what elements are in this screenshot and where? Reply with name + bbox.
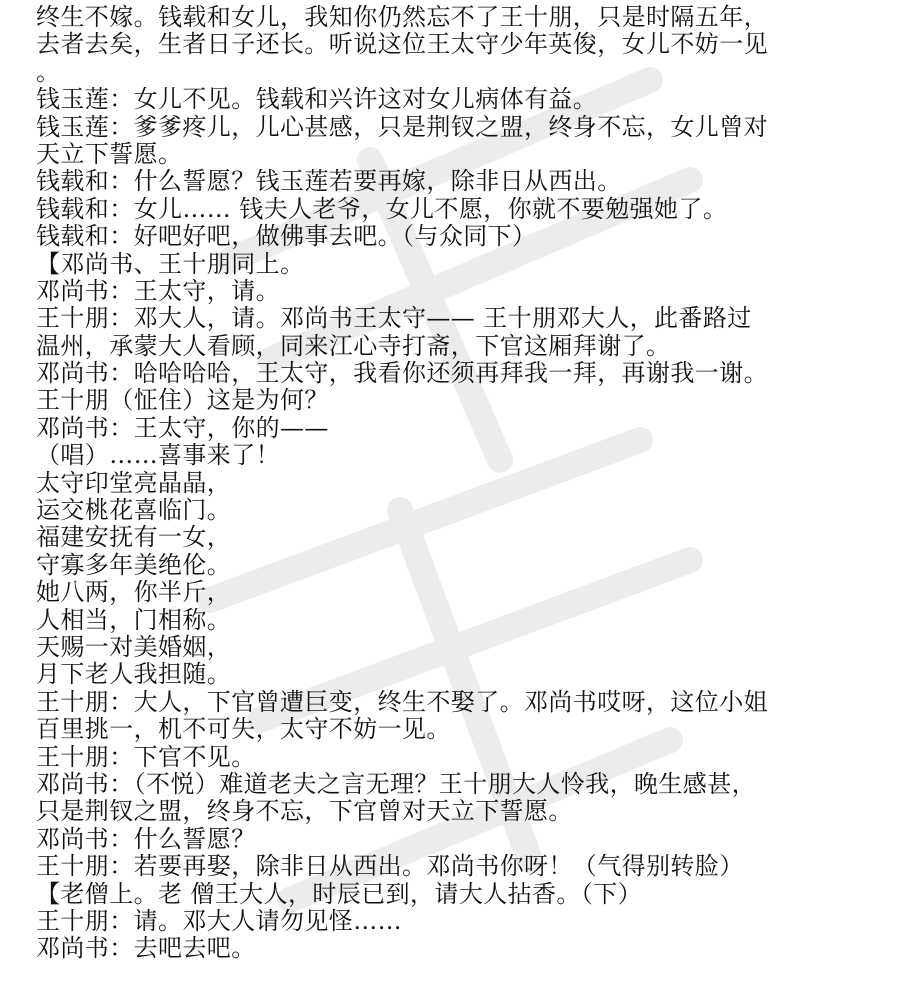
text-line: 王十朋：大人，下官曾遭巨变，终生不娶了。邓尚书哎呀，这位小姐 <box>36 687 768 716</box>
text-line: 王十朋（怔住）这是为何？ <box>36 386 329 415</box>
text-line: 王十朋：请。邓大人请勿见怪…… <box>36 906 402 935</box>
text-line: 钱玉莲：女儿不见。钱载和兴许这对女儿病体有益。 <box>36 85 598 114</box>
text-line: 王十朋：若要再娶，除非日从西出。邓尚书你呀！（气得别转脸） <box>36 852 744 881</box>
text-line: 王十朋：邓大人，请。邓尚书王太守—— 王十朋邓大人，此番路过 <box>36 304 752 333</box>
text-line: 。 <box>36 57 61 86</box>
text-line: 她八两，你半斤， <box>36 578 232 607</box>
text-line: 天赐一对美婚姻， <box>36 632 232 661</box>
text-line: 【老僧上。老 僧王大人，时辰已到，请大人拈香。（下） <box>36 879 643 908</box>
text-line: 【邓尚书、王十朋同上。 <box>36 249 305 278</box>
text-line: （唱）……喜事来了！ <box>36 441 280 470</box>
text-line: 温州，承蒙大人看顾，同来江心寺打斋，下官这厢拜谢了。 <box>36 331 671 360</box>
text-line: 天立下誓愿。 <box>36 139 183 168</box>
text-line: 邓尚书：什么誓愿？ <box>36 824 256 853</box>
text-line: 太守印堂亮晶晶， <box>36 468 232 497</box>
text-line: 百里挑一，机不可失，太守不妨一见。 <box>36 715 451 744</box>
text-line: 守寡多年美绝伦。 <box>36 550 232 579</box>
text-line: 邓尚书：（不悦）难道老夫之言无理？王十朋大人怜我，晚生感甚， <box>36 769 756 798</box>
text-line: 邓尚书：去吧去吧。 <box>36 934 256 963</box>
text-line: 钱载和：女儿…… 钱夫人老爷，女儿不愿，你就不要勉强她了。 <box>36 194 728 223</box>
document-text <box>36 4 886 963</box>
text-line: 邓尚书：王太守，请。 <box>36 276 280 305</box>
text-line: 钱载和：什么誓愿？钱玉莲若要再嫁，除非日从西出。 <box>36 167 622 196</box>
text-line: 去者去矣，生者日子还长。听说这位王太守少年英俊，女儿不妨一见 <box>36 30 768 59</box>
text-line: 福建安抚有一女， <box>36 523 232 552</box>
text-line: 钱玉莲：爹爹疼儿，儿心甚感，只是荆钗之盟，终身不忘，女儿曾对 <box>36 112 768 141</box>
text-line: 王十朋：下官不见。 <box>36 742 256 771</box>
text-line: 钱载和：好吧好吧，做佛事去吧。（与众同下） <box>36 222 537 251</box>
text-line: 月下老人我担随。 <box>36 660 232 689</box>
text-line: 只是荆钗之盟，终身不忘，下官曾对天立下誓愿。 <box>36 797 573 826</box>
text-line: 邓尚书：王太守，你的—— <box>36 413 329 442</box>
text-line: 人相当，门相称。 <box>36 605 232 634</box>
text-line: 终生不嫁。钱载和女儿，我知你仍然忘不了王十朋，只是时隔五年， <box>36 3 768 31</box>
text-line: 邓尚书：哈哈哈哈，王太守，我看你还须再拜我一拜，再谢我一谢。 <box>36 359 768 388</box>
text-line: 运交桃花喜临门。 <box>36 496 232 525</box>
